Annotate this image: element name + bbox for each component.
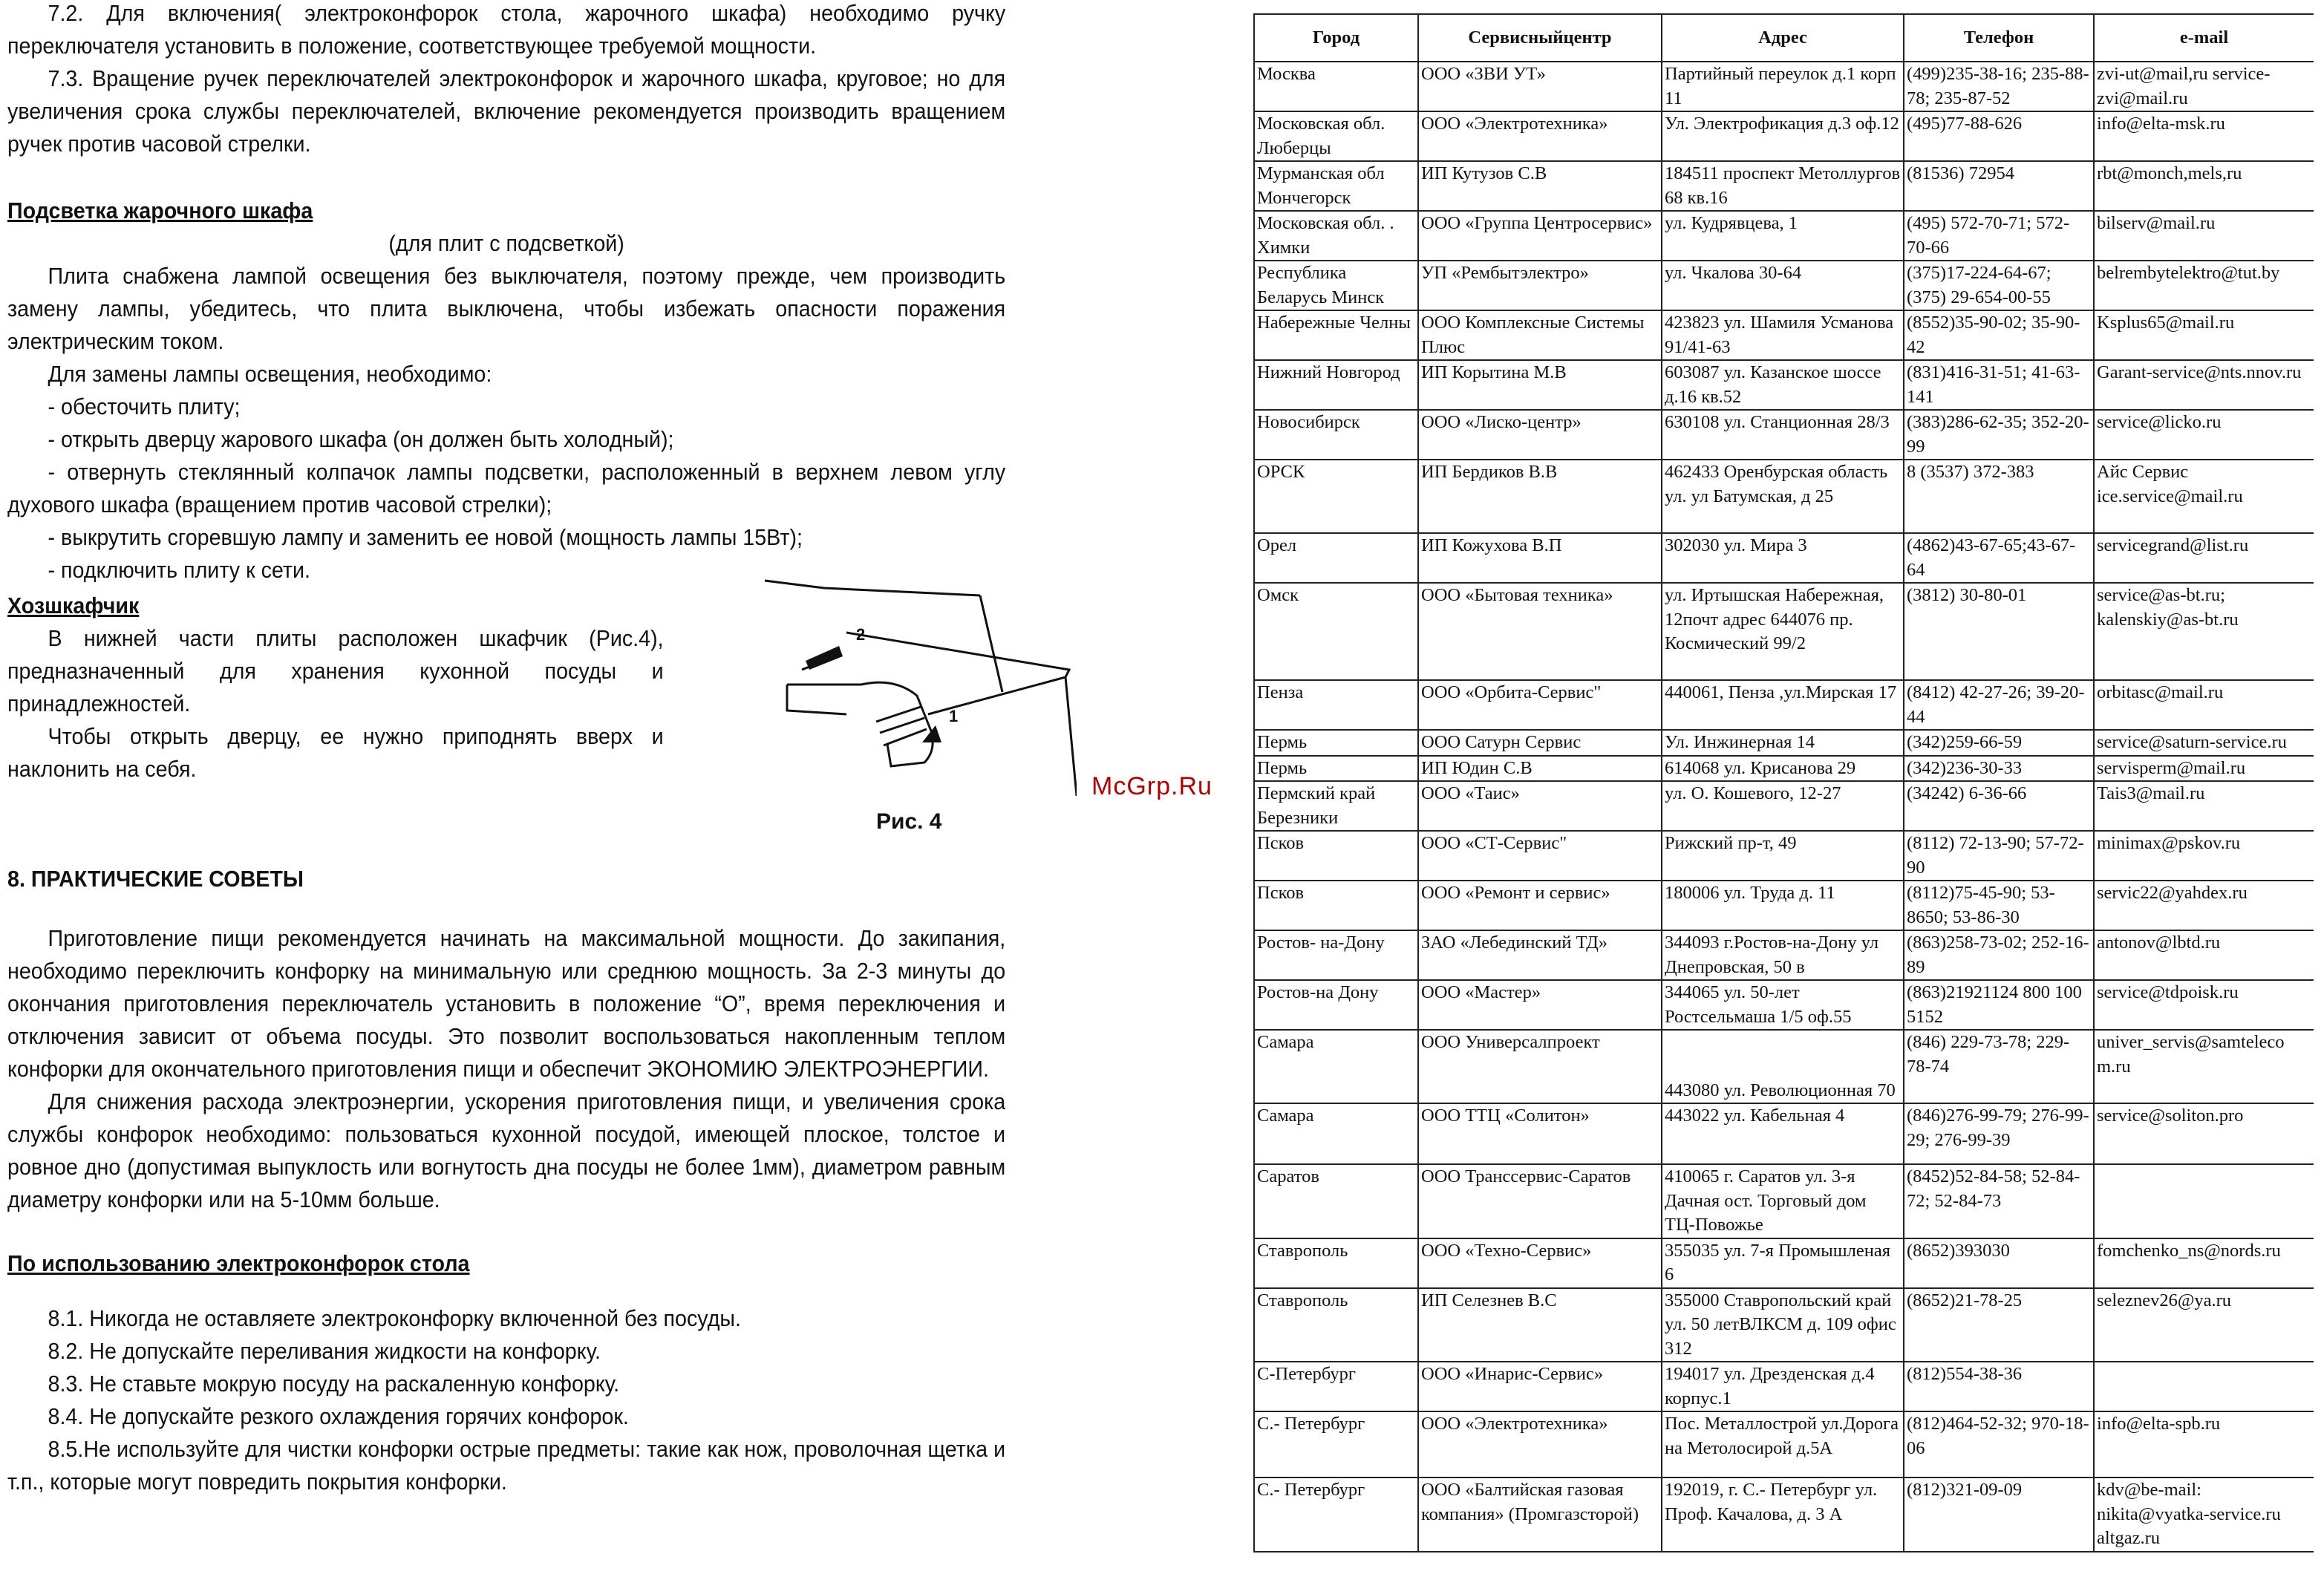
cell-city: С.- Петербург <box>1254 1411 1418 1478</box>
cell-email <box>2094 1362 2314 1411</box>
cell-address: Ул. Инжинерная 14 <box>1662 730 1904 756</box>
cell-email: zvi-ut@mail,ru service-zvi@mail.ru <box>2094 62 2314 111</box>
cell-address: ул. Чкалова 30-64 <box>1662 261 1904 310</box>
cell-city: Мурманская обл Мончегорск <box>1254 161 1418 211</box>
cell-service-center: ООО Универсалпроект <box>1418 1030 1662 1103</box>
table-row <box>1254 62 2314 111</box>
cell-service-center: ИП Бердиков В.В <box>1418 460 1662 533</box>
table-row <box>1254 1238 2314 1288</box>
paragraph-7-2: 7.2. Для включения( электроконфорок стола, жарочного шкафа) необходимо ручку переключателя установить в положение, соответствующее требуемой мощности. <box>7 1 1006 59</box>
lighting-step: - отвернуть стеклянный колпачок лампы подсветки, расположенный в верхнем левом углу духового шкафа (вращением против часовой стрелки); <box>7 460 1006 517</box>
table-row <box>1254 533 2314 583</box>
cell-email: service@licko.ru <box>2094 410 2314 460</box>
cell-phone: 8 (3537) 372-383 <box>1904 460 2094 533</box>
table-row <box>1254 410 2314 460</box>
cell-email: service@tdpoisk.ru <box>2094 980 2314 1030</box>
rule-item: 8.1. Никогда не оставляете электроконфорку включенной без посуды. <box>48 1306 741 1331</box>
cell-service-center: ООО Комплексные Системы Плюс <box>1418 310 1662 360</box>
cell-email: seleznev26@ya.ru <box>2094 1288 2314 1362</box>
cell-email: bilserv@mail.ru <box>2094 211 2314 261</box>
lighting-paragraph-2: Для замены лампы освещения, необходимо: <box>48 362 492 387</box>
table-row <box>1254 1362 2314 1411</box>
column-header-city: Город <box>1254 14 1418 62</box>
cell-email: service@as-bt.ru; kalenskiy@as-bt.ru <box>2094 583 2314 680</box>
lighting-step: - выкрутить сгоревшую лампу и заменить ее новой (мощность лампы 15Вт); <box>48 525 803 550</box>
table-row <box>1254 1411 2314 1478</box>
cell-phone: (8412) 42-27-26; 39-20-44 <box>1904 680 2094 730</box>
cell-email: belrembytelektro@tut.by <box>2094 261 2314 310</box>
table-row <box>1254 980 2314 1030</box>
cell-address: 603087 ул. Казанское шоссе д.16 кв.52 <box>1662 360 1904 410</box>
cell-city: Пенза <box>1254 680 1418 730</box>
cell-address: 423823 ул. Шамиля Усманова 91/41-63 <box>1662 310 1904 360</box>
cell-phone: (375)17-224-64-67; (375) 29-654-00-55 <box>1904 261 2094 310</box>
cell-phone: (8112) 72-13-90; 57-72-90 <box>1904 831 2094 881</box>
cell-city: Московская обл. Люберцы <box>1254 111 1418 161</box>
watermark-text: McGrp.Ru <box>1091 772 1212 800</box>
cell-address: 614068 ул. Крисанова 29 <box>1662 756 1904 782</box>
cell-address: ул. Кудрявцева, 1 <box>1662 211 1904 261</box>
lighting-section-subtitle: (для плит с подсветкой) <box>388 231 624 256</box>
cell-city: Пермский край Березники <box>1254 781 1418 831</box>
table-row <box>1254 460 2314 533</box>
cell-email: Айс Сервис ice.service@mail.ru <box>2094 460 2314 533</box>
cell-phone: (863)258-73-02; 252-16-89 <box>1904 930 2094 980</box>
cell-email: service@soliton.pro <box>2094 1103 2314 1164</box>
table-row <box>1254 1164 2314 1238</box>
cell-email: minimax@pskov.ru <box>2094 831 2314 881</box>
lighting-section-title: Подсветка жарочного шкафа <box>7 198 313 223</box>
cell-phone: (34242) 6-36-66 <box>1904 781 2094 831</box>
cell-city: Ростов-на Дону <box>1254 980 1418 1030</box>
rule-item: 8.5.Не используйте для чистки конфорки острые предметы: такие как нож, проволочная щетка и т.п., которые могут повредить покрытия конфорки. <box>7 1437 1006 1495</box>
cell-phone: (8652)21-78-25 <box>1904 1288 2094 1362</box>
cell-city: Республика Беларусь Минск <box>1254 261 1418 310</box>
table-row <box>1254 360 2314 410</box>
column-header-email: e-mail <box>2094 14 2314 62</box>
table-header-row <box>1254 14 2314 62</box>
cell-phone: (8652)393030 <box>1904 1238 2094 1288</box>
cell-service-center: ООО «Лиско-центр» <box>1418 410 1662 460</box>
cell-address: 180006 ул. Труда д. 11 <box>1662 881 1904 930</box>
cell-phone: (495)77-88-626 <box>1904 111 2094 161</box>
service-centers-table-area <box>1253 13 2314 1577</box>
cell-address: 302030 ул. Мира 3 <box>1662 533 1904 583</box>
cell-service-center: ООО Сатурн Сервис <box>1418 730 1662 756</box>
cell-service-center: ООО Транссервис-Саратов <box>1418 1164 1662 1238</box>
cell-city: Самара <box>1254 1103 1418 1164</box>
rule-item: 8.3. Не ставьте мокрую посуду на раскаленную конфорку. <box>48 1371 620 1397</box>
cell-address: 355035 ул. 7-я Промышленая 6 <box>1662 1238 1904 1288</box>
cell-address: 440061, Пенза ,ул.Мирская 17 <box>1662 680 1904 730</box>
cell-city: ОРСК <box>1254 460 1418 533</box>
cell-address: 184511 проспект Метоллургов 68 кв.16 <box>1662 161 1904 211</box>
paragraph-7-3: 7.3. Вращение ручек переключателей электроконфорок и жарочного шкафа, круговое; но для увеличения срока службы переключателей, включение рекомендуется производить вращением ручек против часовой стрелки. <box>7 66 1006 157</box>
cell-address: 194017 ул. Дрезденская д.4 корпус.1 <box>1662 1362 1904 1411</box>
table-row <box>1254 781 2314 831</box>
cell-city: Ставрополь <box>1254 1238 1418 1288</box>
column-header-phone: Телефон <box>1904 14 2094 62</box>
table-row <box>1254 831 2314 881</box>
cell-service-center: ИП Селезнев В.С <box>1418 1288 1662 1362</box>
lighting-step: - подключить плиту к сети. <box>48 558 311 583</box>
cell-address: 462433 Оренбурская область ул. ул Батумская, д 25 <box>1662 460 1904 533</box>
cell-city: Набережные Челны <box>1254 310 1418 360</box>
cell-city: Москва <box>1254 62 1418 111</box>
cell-service-center: ИП Кутузов С.В <box>1418 161 1662 211</box>
table-row <box>1254 1288 2314 1362</box>
table-row <box>1254 881 2314 930</box>
cell-email <box>2094 1164 2314 1238</box>
table-row <box>1254 680 2314 730</box>
cell-service-center: ООО «Инарис-Сервис» <box>1418 1362 1662 1411</box>
cell-phone: (3812) 30-80-01 <box>1904 583 2094 680</box>
cell-address: 344065 ул. 50-лет Ростсельмаша 1/5 оф.55 <box>1662 980 1904 1030</box>
cell-service-center: ООО «Техно-Сервис» <box>1418 1238 1662 1288</box>
table-row <box>1254 211 2314 261</box>
table-row <box>1254 756 2314 782</box>
cell-email: Tais3@mail.ru <box>2094 781 2314 831</box>
cell-email: antonov@lbtd.ru <box>2094 930 2314 980</box>
cell-phone: (863)21921124 800 100 5152 <box>1904 980 2094 1030</box>
cell-city: Новосибирск <box>1254 410 1418 460</box>
cell-service-center: ЗАО «Лебединский ТД» <box>1418 930 1662 980</box>
cell-city: Московская обл. . Химки <box>1254 211 1418 261</box>
cell-city: С-Петербург <box>1254 1362 1418 1411</box>
cell-email: kdv@be-mail: nikita@vyatka-service.ru altgaz.ru <box>2094 1478 2314 1552</box>
cell-city: Пермь <box>1254 756 1418 782</box>
cell-email: rbt@monch,mels,ru <box>2094 161 2314 211</box>
cell-city: Самара <box>1254 1030 1418 1103</box>
table-row <box>1254 1103 2314 1164</box>
cell-address: 410065 г. Саратов ул. 3-я Дачная ост. Торговый дом ТЦ-Повожье <box>1662 1164 1904 1238</box>
cell-service-center: ИП Кожухова В.П <box>1418 533 1662 583</box>
table-row <box>1254 310 2314 360</box>
cell-city: Пермь <box>1254 730 1418 756</box>
cell-email: orbitasc@mail.ru <box>2094 680 2314 730</box>
cell-phone: (8112)75-45-90; 53-8650; 53-86-30 <box>1904 881 2094 930</box>
column-header-service-center: Сервисныйцентр <box>1418 14 1662 62</box>
section-8-paragraph-1: Приготовление пищи рекомендуется начинать на максимальной мощности. До закипания, необходимо переключить конфорку на минимальную или среднюю мощность. За 2-3 минуты до окончания приготовления переключатель установить в положение “О”, время переключения и отключения зависит от объема посуды. Это позволит воспользоваться накопленным теплом конфорки для окончательного приготовления пищи и обеспечит ЭКОНОМИЮ ЭЛЕКТРОЭНЕРГИИ. <box>7 926 1006 1082</box>
service-centers-table-body <box>1254 62 2314 1552</box>
cell-address: Пос. Металлострой ул.Дорога на Метолосирой д.5А <box>1662 1411 1904 1478</box>
cell-phone: (831)416-31-51; 41-63-141 <box>1904 360 2094 410</box>
cell-city: С.- Петербург <box>1254 1478 1418 1552</box>
cell-phone: (812)464-52-32; 970-18-06 <box>1904 1411 2094 1478</box>
cell-service-center: ООО «Группа Центросервис» <box>1418 211 1662 261</box>
cell-city: Ставрополь <box>1254 1288 1418 1362</box>
cell-address: 630108 ул. Станционная 28/3 <box>1662 410 1904 460</box>
cell-phone: (8552)35-90-02; 35-90-42 <box>1904 310 2094 360</box>
cell-service-center: ООО «СТ-Сервис" <box>1418 831 1662 881</box>
cell-phone: (846) 229-73-78; 229-78-74 <box>1904 1030 2094 1103</box>
cell-service-center: ООО «Бытовая техника» <box>1418 583 1662 680</box>
cell-service-center: ООО «Балтийская газовая компания» (Промгазсторой) <box>1418 1478 1662 1552</box>
column-header-address: Адрес <box>1662 14 1904 62</box>
cell-phone: (495) 572-70-71; 572-70-66 <box>1904 211 2094 261</box>
figure-4-caption: Рис. 4 <box>876 809 942 834</box>
cell-email: univer_servis@samteleco m.ru <box>2094 1030 2314 1103</box>
table-row <box>1254 1478 2314 1552</box>
cell-phone: (812)321-09-09 <box>1904 1478 2094 1552</box>
cell-city: Омск <box>1254 583 1418 680</box>
cell-service-center: ООО «Электротехника» <box>1418 1411 1662 1478</box>
cell-email: Ksplus65@mail.ru <box>2094 310 2314 360</box>
cell-address: 443080 ул. Революционная 70 <box>1662 1030 1904 1103</box>
cell-address: 443022 ул. Кабельная 4 <box>1662 1103 1904 1164</box>
cell-service-center: ООО «Мастер» <box>1418 980 1662 1030</box>
cell-phone: (8452)52-84-58; 52-84-72; 52-84-73 <box>1904 1164 2094 1238</box>
cell-service-center: ООО «Ремонт и сервис» <box>1418 881 1662 930</box>
cell-address: ул. О. Кошевого, 12-27 <box>1662 781 1904 831</box>
figure-4-cabinet-illustration <box>757 573 1077 796</box>
cell-email: servic22@yahdex.ru <box>2094 881 2314 930</box>
cell-email: servicegrand@list.ru <box>2094 533 2314 583</box>
cell-city: Орел <box>1254 533 1418 583</box>
table-row <box>1254 161 2314 211</box>
figure-label-1: 1 <box>949 707 959 725</box>
cell-email: fomchenko_ns@nords.ru <box>2094 1238 2314 1288</box>
service-centers-table <box>1253 13 2314 1552</box>
cell-address: Ул. Электрофикация д.3 оф.12 <box>1662 111 1904 161</box>
cell-service-center: ООО «ЗВИ УТ» <box>1418 62 1662 111</box>
cell-city: Псков <box>1254 831 1418 881</box>
cell-city: Нижний Новгород <box>1254 360 1418 410</box>
cabinet-door-drawing <box>757 573 1077 796</box>
cell-phone: (342)236-30-33 <box>1904 756 2094 782</box>
cell-phone: (383)286-62-35; 352-20-99 <box>1904 410 2094 460</box>
cell-service-center: ООО «Орбита-Сервис" <box>1418 680 1662 730</box>
cell-service-center: ИП Юдин С.В <box>1418 756 1662 782</box>
table-row <box>1254 111 2314 161</box>
cell-address: ул. Иртышская Набережная, 12почт адрес 644076 пр. Космический 99/2 <box>1662 583 1904 680</box>
cell-address: Партийный переулок д.1 корп 11 <box>1662 62 1904 111</box>
cell-email: service@saturn-service.ru <box>2094 730 2314 756</box>
section-8-title: 8. ПРАКТИЧЕСКИЕ СОВЕТЫ <box>7 866 304 892</box>
cell-phone: (846)276-99-79; 276-99-29; 276-99-39 <box>1904 1103 2094 1164</box>
rule-item: 8.4. Не допускайте резкого охлаждения горячих конфорок. <box>48 1404 629 1429</box>
cell-phone: (812)554-38-36 <box>1904 1362 2094 1411</box>
table-row <box>1254 730 2314 756</box>
cell-phone: (81536) 72954 <box>1904 161 2094 211</box>
cell-service-center: ООО «Таис» <box>1418 781 1662 831</box>
cabinet-paragraph-2: Чтобы открыть дверцу, ее нужно приподнять вверх и наклонить на себя. <box>7 724 664 782</box>
cell-service-center: ООО ТТЦ «Солитон» <box>1418 1103 1662 1164</box>
cell-city: Ростов- на-Дону <box>1254 930 1418 980</box>
lighting-step: - открыть дверцу жарового шкафа (он должен быть холодный); <box>48 427 674 452</box>
cell-phone: (499)235-38-16; 235-88-78; 235-87-52 <box>1904 62 2094 111</box>
cell-address: 355000 Ставропольский край ул. 50 летВЛКСМ д. 109 офис 312 <box>1662 1288 1904 1362</box>
section-8-paragraph-2: Для снижения расхода электроэнергии, ускорения приготовления пищи, и увеличения срока службы конфорок необходимо: пользоваться кухонной посудой, имеющей плоское, толстое и ровное дно (допустимая выпуклость или вогнутость дна посуды не более 1мм), диаметром равным диаметру конфорки или на 5-10мм больше. <box>7 1089 1006 1212</box>
cell-city: Саратов <box>1254 1164 1418 1238</box>
cell-city: Псков <box>1254 881 1418 930</box>
cell-email: info@elta-spb.ru <box>2094 1411 2314 1478</box>
cell-address: Рижский пр-т, 49 <box>1662 831 1904 881</box>
lighting-paragraph-1: Плита снабжена лампой освещения без выключателя, поэтому прежде, чем производить замену лампы, убедитесь, что плита выключена, чтобы избежать опасности поражения электрическим током. <box>7 264 1006 354</box>
rule-item: 8.2. Не допускайте переливания жидкости на конфорку. <box>48 1339 601 1364</box>
cell-phone: (342)259-66-59 <box>1904 730 2094 756</box>
cabinet-section-title: Хозшкафчик <box>7 593 140 618</box>
cell-phone: (4862)43-67-65;43-67-64 <box>1904 533 2094 583</box>
cabinet-paragraph-1: В нижней части плиты расположен шкафчик (Рис.4), предназначенный для хранения кухонной посуды и принадлежностей. <box>7 626 664 716</box>
burner-usage-title: По использованию электроконфорок стола <box>7 1251 470 1276</box>
lighting-step: - обесточить плиту; <box>48 394 241 419</box>
cell-service-center: УП «Рембытэлектро» <box>1418 261 1662 310</box>
cell-address: 344093 г.Ростов-на-Дону ул Днепровская, 50 в <box>1662 930 1904 980</box>
cell-address: 192019, г. С.- Петербург ул. Проф. Качалова, д. 3 А <box>1662 1478 1904 1552</box>
cell-service-center: ООО «Электротехника» <box>1418 111 1662 161</box>
cell-email: info@elta-msk.ru <box>2094 111 2314 161</box>
cell-email: Garant-service@nts.nnov.ru <box>2094 360 2314 410</box>
table-row <box>1254 930 2314 980</box>
table-row <box>1254 583 2314 680</box>
table-row <box>1254 261 2314 310</box>
cell-service-center: ИП Корытина М.В <box>1418 360 1662 410</box>
table-row <box>1254 1030 2314 1103</box>
figure-label-2: 2 <box>856 625 866 644</box>
cell-email: servisperm@mail.ru <box>2094 756 2314 782</box>
